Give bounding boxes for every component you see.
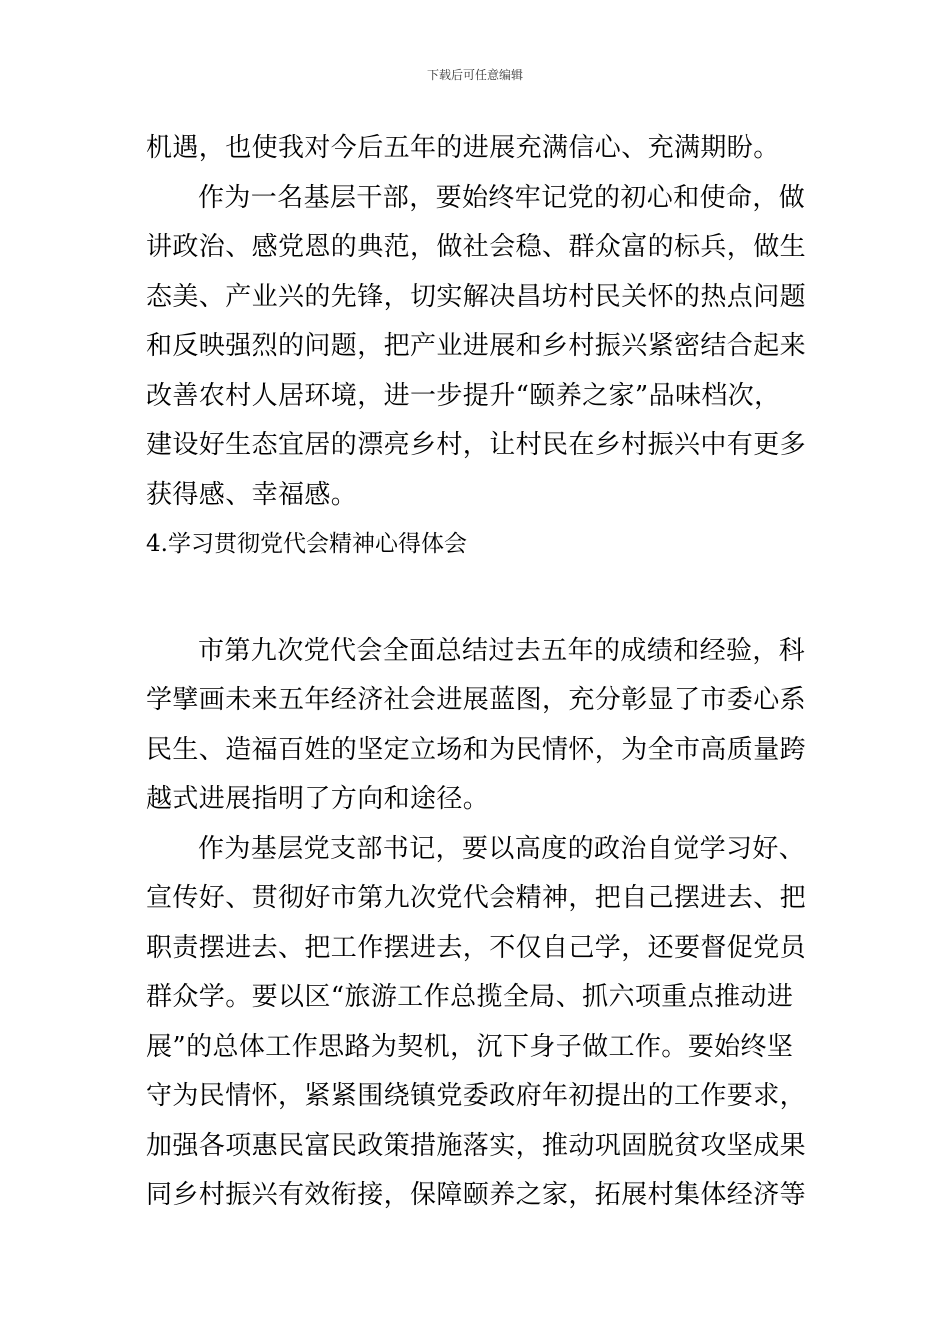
paragraph-line: 群众学。要以区“旅游工作总揽全局、抓六项重点推动进 (146, 982, 794, 1012)
paragraph-line: 建设好生态宜居的漂亮乡村，让村民在乡村振兴中有更多 (146, 430, 807, 460)
paragraph-line: 同乡村振兴有效衔接，保障颐养之家，拓展村集体经济等 (146, 1180, 807, 1210)
paragraph-line: 职责摆进去、把工作摆进去，不仅自己学，还要督促党员 (146, 932, 807, 963)
paragraph-line: 改善农村人居环境，进一步提升“颐养之家”品味档次， (146, 380, 781, 411)
paragraph-line: 宣传好、贯彻好市第九次党代会精神，把自己摆进去、把 (146, 883, 807, 913)
paragraph-line: 讲政治、感党恩的典范，做社会稳、群众富的标兵，做生 (146, 232, 807, 262)
page-header-note: 下载后可任意编辑 (426, 68, 523, 82)
document-body (146, 124, 818, 1221)
paragraph-line: 学擘画未来五年经济社会进展蓝图，充分彰显了市委心系 (146, 685, 807, 715)
paragraph-line: 民生、造福百姓的坚定立场和为民情怀，为全市高质量跨 (146, 734, 807, 765)
paragraph-line: 市第九次党代会全面总结过去五年的成绩和经验，科 (198, 635, 806, 666)
section-spacer (146, 570, 818, 627)
paragraph-line: 作为一名基层干部，要始终牢记党的初心和使命，做 (198, 182, 806, 213)
section-heading: 4.学习贯彻党代会精神心得体会 (146, 531, 467, 557)
paragraph-line: 守为民情怀，紧紧围绕镇党委政府年初提出的工作要求， (146, 1081, 807, 1111)
paragraph-line: 和反映强烈的问题，把产业进展和乡村振兴紧密结合起来 (146, 331, 807, 361)
paragraph-line: 展”的总体工作思路为契机，沉下身子做工作。要始终坚 (146, 1031, 794, 1062)
paragraph-line: 获得感、幸福感。 (146, 479, 358, 510)
paragraph-line: 机遇，也使我对今后五年的进展充满信心、充满期盼。 (146, 133, 780, 163)
paragraph-line: 态美、产业兴的先锋，切实解决昌坊村民关怀的热点问题 (146, 281, 807, 312)
paragraph-line: 越式进展指明了方向和途径。 (146, 784, 490, 814)
paragraph-line: 加强各项惠民富民政策措施落实，推动巩固脱贫攻坚成果 (146, 1130, 807, 1161)
paragraph-line: 作为基层党支部书记，要以高度的政治自觉学习好、 (198, 833, 806, 864)
